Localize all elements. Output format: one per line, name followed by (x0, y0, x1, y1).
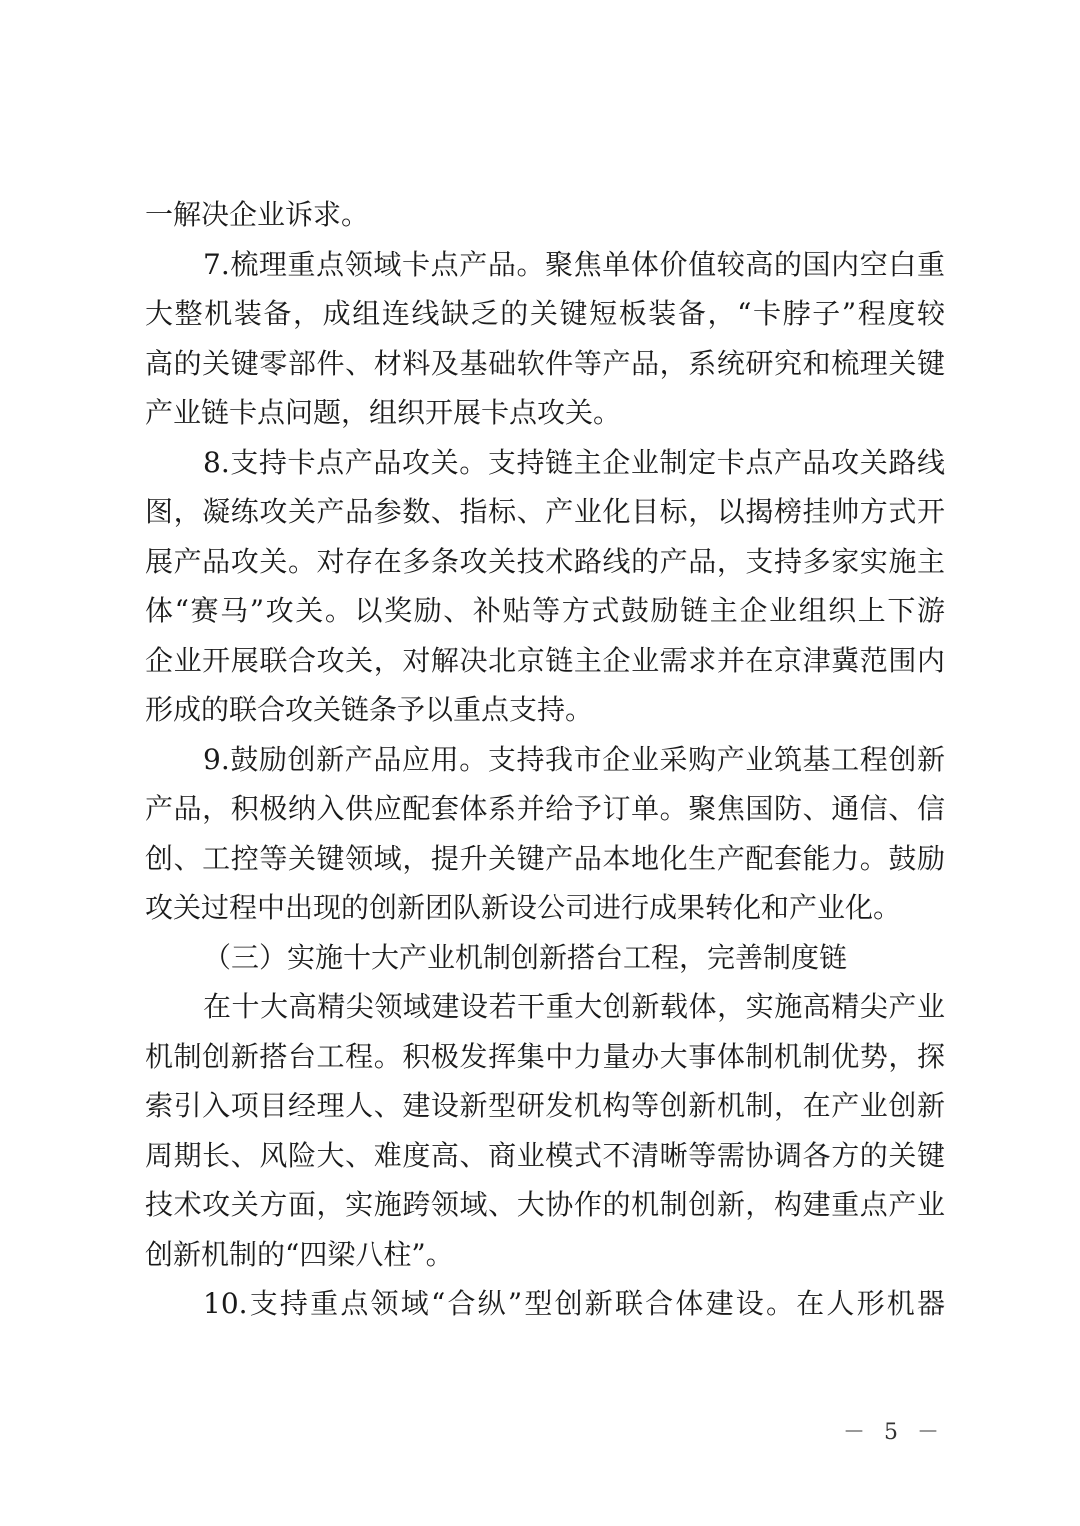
page-number: － 5 － (843, 1420, 945, 1445)
text-line: 体“赛马”攻关。以奖励、补贴等方式鼓励链主企业组织上下游 (145, 594, 945, 627)
text-line: 机制创新搭台工程。积极发挥集中力量办大事体制机制优势，探 (145, 1039, 945, 1073)
text-line: 图，凝练攻关产品参数、指标、产业化目标，以揭榜挂帅方式开 (145, 495, 945, 528)
text-line: 索引入项目经理人、建设新型研发机构等创新机制，在产业创新 (145, 1089, 945, 1122)
text-line: 9.鼓励创新产品应用。支持我市企业采购产业筑基工程创新 (203, 742, 945, 776)
text-line: 7.梳理重点领域卡点产品。聚焦单体价值较高的国内空白重 (203, 247, 945, 281)
text-line: 企业开展联合攻关，对解决北京链主企业需求并在京津冀范围内 (145, 643, 945, 677)
text-line: 产业链卡点问题，组织开展卡点攻关。 (145, 396, 622, 429)
text-line: 攻关过程中出现的创新团队新设公司进行成果转化和产业化。 (145, 891, 902, 924)
text-line: 高的关键零部件、材料及基础软件等产品，系统研究和梳理关键 (145, 346, 945, 380)
text-line: 展产品攻关。对存在多条攻关技术路线的产品，支持多家实施主 (145, 544, 945, 578)
text-line: 技术攻关方面，实施跨领域、大协作的机制创新，构建重点产业 (145, 1188, 945, 1221)
text-line: 创新机制的“四梁八柱”。 (145, 1237, 454, 1271)
text-line: 周期长、风险大、难度高、商业模式不清晰等需协调各方的关键 (145, 1138, 945, 1172)
text-line: 8.支持卡点产品攻关。支持链主企业制定卡点产品攻关路线 (203, 445, 945, 479)
document-body (145, 190, 945, 1329)
text-line: 产品，积极纳入供应配套体系并给予订单。聚焦国防、通信、信 (145, 792, 945, 825)
text-line: 10.支持重点领域“合纵”型创新联合体建设。在人形机器 (203, 1287, 945, 1320)
text-line: 形成的联合攻关链条予以重点支持。 (145, 693, 594, 726)
text-line: 在十大高精尖领域建设若干重大创新载体，实施高精尖产业 (203, 990, 945, 1023)
text-line: 大整机装备，成组连线缺乏的关键短板装备，“卡脖子”程度较 (145, 297, 945, 330)
section-heading: （三）实施十大产业机制创新搭台工程，完善制度链 (203, 940, 848, 974)
text-line: 一解决企业诉求。 (145, 198, 370, 231)
text-line: 创、工控等关键领域，提升关键产品本地化生产配套能力。鼓励 (145, 841, 945, 875)
